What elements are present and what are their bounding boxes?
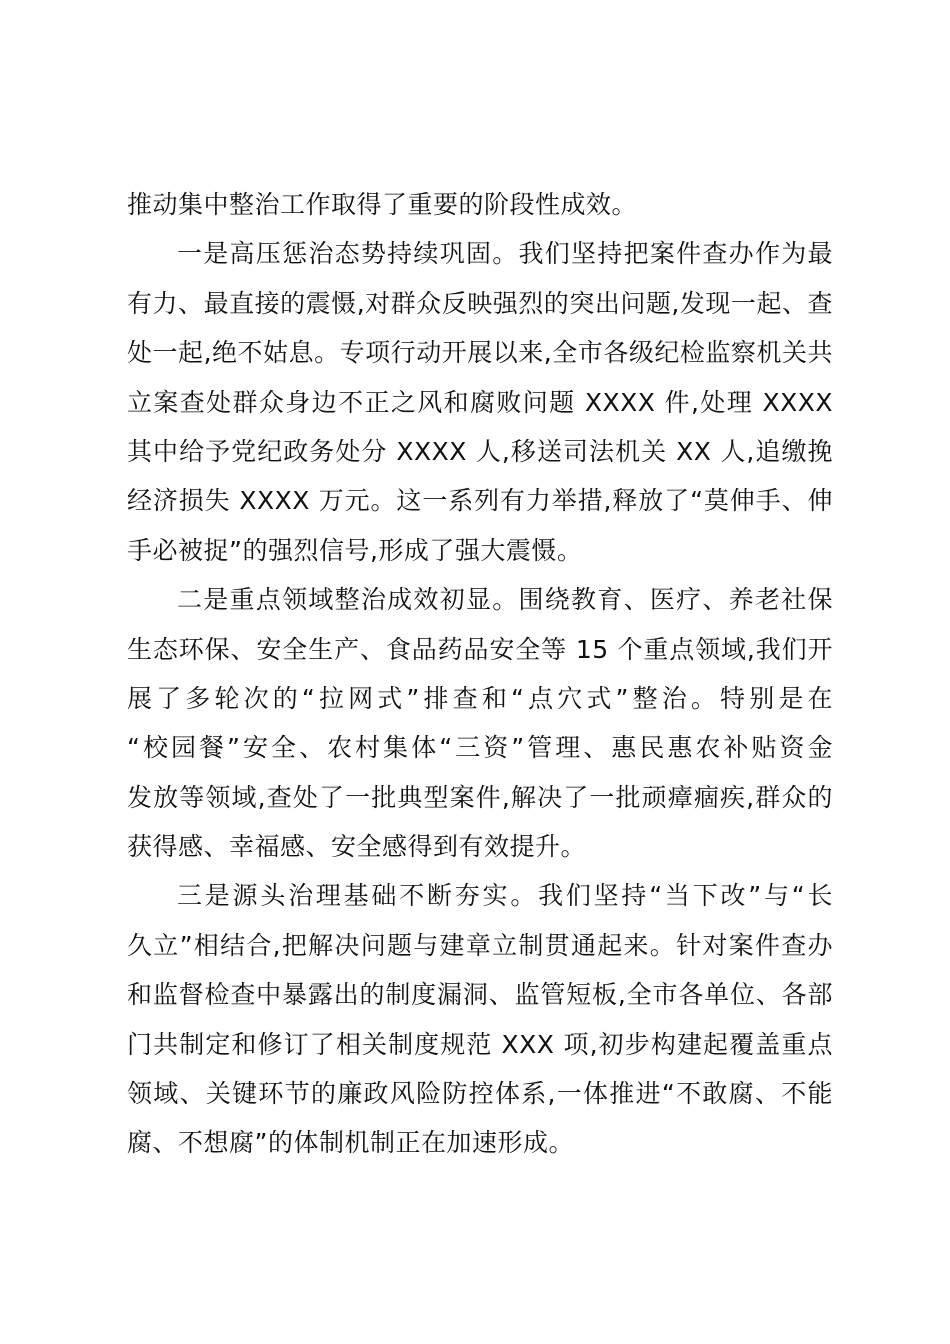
- text-line: 生态环保、安全生产、食品药品安全等 15 个重点领域,我们开: [127, 634, 833, 664]
- text-line: 门共制定和修订了相关制度规范 XXX 项,初步构建起覆盖重点: [127, 1029, 833, 1059]
- text-line: 一是高压惩治态势持续巩固。我们坚持把案件查办作为最: [177, 239, 833, 269]
- text-line: 发放等领域,查处了一批典型案件,解决了一批顽瘴痼疾,群众的: [127, 782, 833, 812]
- paragraph-point-one: [127, 229, 833, 575]
- text-line: 立案查处群众身边不正之风和腐败问题 XXXX 件,处理 XXXX: [127, 387, 833, 417]
- text-line: 腐、不想腐”的体制机制正在加速形成。: [127, 1128, 574, 1158]
- text-line: 三是源头治理基础不断夯实。我们坚持“当下改”与“长: [177, 881, 833, 911]
- paragraph-point-two: [127, 575, 833, 871]
- text-line: 展了多轮次的“拉网式”排查和“点穴式”整治。特别是在: [127, 683, 833, 713]
- text-line: 有力、最直接的震慑,对群众反映强烈的突出问题,发现一起、查: [127, 288, 833, 318]
- paragraph-intro-tail: [127, 180, 833, 229]
- text-line: 手必被捉”的强烈信号,形成了强大震慑。: [127, 535, 583, 565]
- text-line: 领域、关键环节的廉政风险防控体系,一体推进“不敢腐、不能: [127, 1079, 833, 1109]
- text-line: 二是重点领域整治成效初显。围绕教育、医疗、养老社保: [177, 585, 833, 615]
- text-line: 经济损失 XXXX 万元。这一系列有力举措,释放了“莫伸手、伸: [127, 486, 833, 516]
- document-body: [127, 180, 833, 1168]
- text-line: 获得感、幸福感、安全感得到有效提升。: [127, 832, 587, 862]
- text-line: “校园餐”安全、农村集体“三资”管理、惠民惠农补贴资金: [127, 733, 833, 763]
- paragraph-point-three: [127, 871, 833, 1167]
- text-line: 久立”相结合,把解决问题与建章立制贯通起来。针对案件查办: [127, 930, 833, 960]
- text-line: 处一起,绝不姑息。专项行动开展以来,全市各级纪检监察机关共: [127, 338, 833, 368]
- text-line: 推动集中整治工作取得了重要的阶段性成效。: [127, 190, 638, 219]
- text-line: 其中给予党纪政务处分 XXXX 人,移送司法机关 XX 人,追缴挽: [127, 436, 833, 466]
- text-line: 和监督检查中暴露出的制度漏洞、监管短板,全市各单位、各部: [127, 980, 833, 1010]
